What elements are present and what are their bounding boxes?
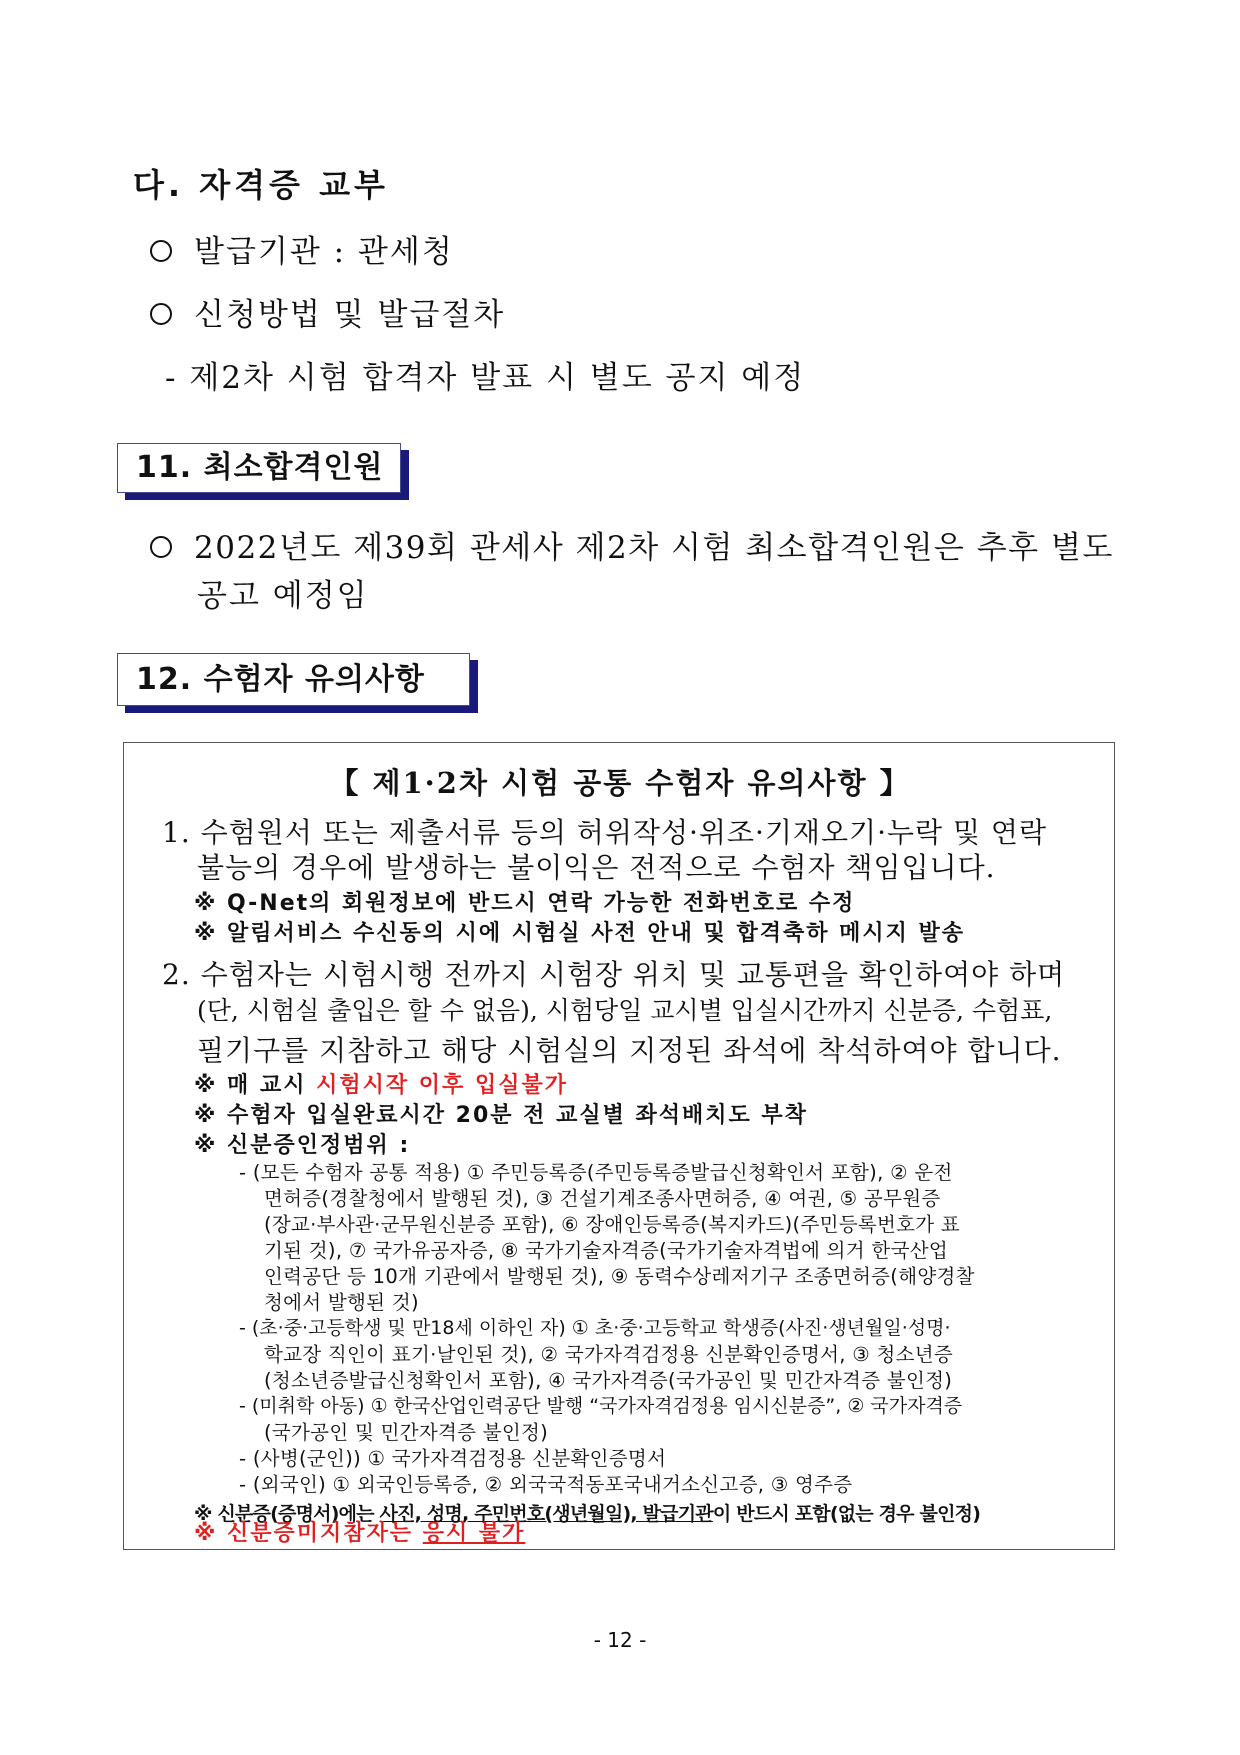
method-text: 신청방법 및 발급절차 [194,297,506,333]
p1-line1: 1. 수험원서 또는 제출서류 등의 허위작성·위조·기재오기·누락 및 연락 [162,816,1048,849]
id-line: - (외국인) ① 외국인등록증, ② 외국국적동포국내거소신고증, ③ 영주증 [239,1473,853,1496]
p2-note1-red: 시험시작 이후 입실불가 [316,1073,568,1098]
red-note [194,1516,525,1547]
section11-heading: 11. 최소합격인원 [117,443,401,493]
section11-line2: 공고 예정임 [197,578,369,614]
page-number: - 12 - [593,1628,647,1652]
red-note-prefix: ※ 신분증미지참자는 [194,1521,423,1546]
p2-note2: ※ 수험자 입실완료시간 20분 전 교실별 좌석배치도 부착 [194,1103,808,1128]
section11-line1 [150,522,1114,567]
id-line: 학교장 직인이 표기·날인된 것), ② 국가자격검정용 신분확인증명서, ③ 청소년증 [264,1343,954,1366]
id-line: 기된 것), ⑦ 국가유공자증, ⑧ 국가기술자격증(국가기술자격법에 의거 한국산업 [264,1239,948,1262]
p1-note2: ※ 알림서비스 수신동의 시에 시험실 사전 안내 및 합격축하 메시지 발송 [194,921,966,946]
id-line: 면허증(경찰청에서 발행된 것), ③ 건설기계조종사면허증, ④ 여권, ⑤ 공무원증 [264,1187,941,1210]
notice-title: 【 제1·2차 시험 공통 수험자 유의사항 】 [329,766,911,800]
section12-heading: 12. 수험자 유의사항 [117,653,470,706]
id-line: (청소년증발급신청확인서 포함), ④ 국가자격증(국가공인 및 민간자격증 불인정) [264,1369,953,1392]
id-line: - (미취학 아동) ① 한국산업인력공단 발행 “국가자격검정용 임시신분증”, ② 국가자격증 [239,1395,963,1417]
id-line: 인력공단 등 10개 기관에서 발행된 것), ⑨ 동력수상레저기구 조종면허증(해양경찰 [264,1265,975,1288]
p2-line2: (단, 시험실 출입은 할 수 없음), 시험당일 교시별 입실시간까지 신분증, 수험표, [197,996,1053,1025]
p2-line3: 필기구를 지참하고 해당 시험실의 지정된 좌석에 착석하여야 합니다. [197,1034,1062,1067]
p1-note1: ※ Q-Net의 회원정보에 반드시 연락 가능한 전화번호로 수정 [194,891,856,916]
p2-note1 [194,1068,568,1099]
bullet-issuer [150,226,454,271]
final-note-a: ※ 신분증(증명서)에는 [194,1503,380,1525]
id-line: - (모든 수험자 공통 적용) ① 주민등록증(주민등록증발급신청확인서 포함), ② 운전 [239,1161,953,1184]
id-line: (국가공인 및 민간자격증 불인정) [264,1421,549,1444]
p2-note3: ※ 신분증인정범위 : [194,1133,411,1158]
method-subitem: - 제2차 시험 합격자 발표 시 별도 공지 예정 [165,360,806,396]
notice-box [123,742,1115,1550]
p2-line1: 2. 수험자는 시험시행 전까지 시험장 위치 및 교통편을 확인하여야 하며 [162,958,1066,991]
p1-line2: 불능의 경우에 발생하는 불이익은 전적으로 수험자 책임입니다. [197,851,996,884]
circle-bullet-icon [150,240,172,262]
id-line: 청에서 발행된 것) [264,1291,419,1314]
id-line: - (사병(군인)) ① 국가자격검정용 신분확인증명서 [239,1447,667,1470]
id-line: (장교·부사관·군무원신분증 포함), ⑥ 장애인등록증(복지카드)(주민등록번호가 표 [264,1213,961,1236]
id-line: - (초·중·고등학생 및 만18세 이하인 자) ① 초·중·고등학교 학생증(사진·생년월일·성명· [239,1317,951,1339]
section-da-title: 다. 자격증 교부 [133,166,389,204]
final-note-c: 이 반드시 포함(없는 경우 불인정) [712,1503,981,1525]
circle-bullet-icon [150,536,172,558]
circle-bullet-icon [150,303,172,325]
bullet-method [150,289,505,334]
p2-note1-prefix: ※ 매 교시 [194,1073,307,1098]
final-note-b: 사진, 성명, 주민번호(생년월일), 발급기관 [379,1503,713,1525]
section11-line1-text: 2022년도 제39회 관세사 제2차 시험 최소합격인원은 추후 별도 [194,530,1114,566]
red-note-underlined: 응시 불가 [422,1521,526,1546]
issuer-text: 발급기관 : 관세청 [194,234,454,270]
